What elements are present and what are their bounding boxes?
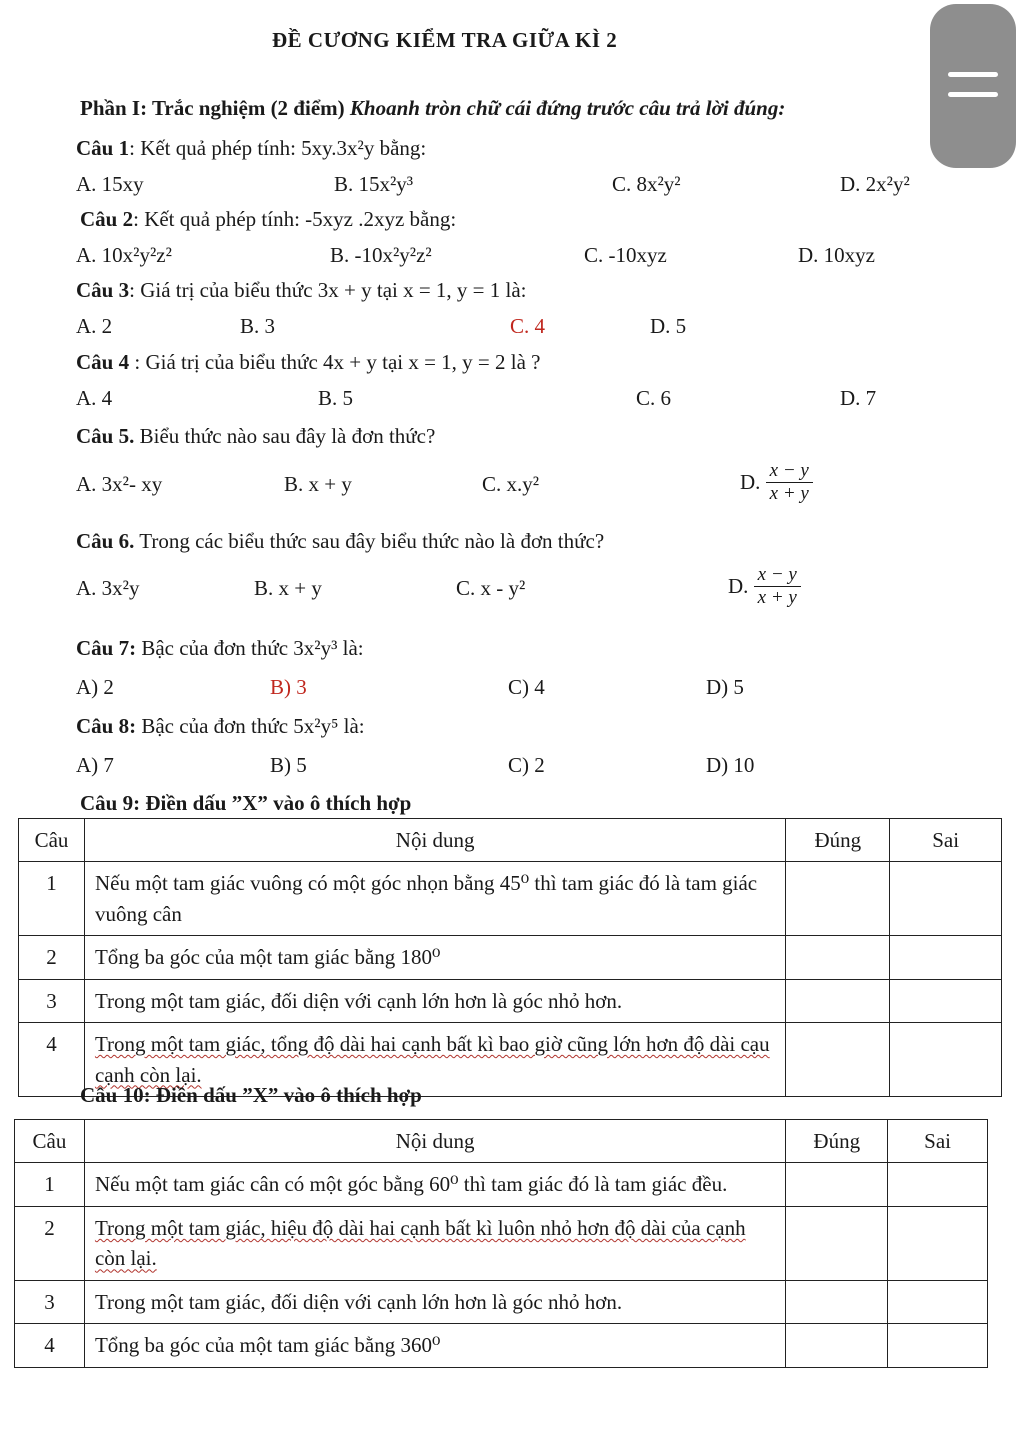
- q1-option-d[interactable]: D. 2x²y²: [840, 172, 910, 196]
- q6-option-c[interactable]: C. x - y²: [456, 576, 526, 600]
- question-1: [76, 138, 426, 159]
- q3-option-c[interactable]: C. 4: [510, 314, 546, 338]
- q1-option-c[interactable]: C. 8x²y²: [612, 172, 681, 196]
- question-text: : Kết quả phép tính: -5xyz .2xyz bằng:: [133, 207, 457, 231]
- table-row: [19, 862, 1002, 936]
- fraction: [766, 460, 813, 505]
- sai-checkbox-cell[interactable]: [890, 936, 1002, 979]
- q8-option-a[interactable]: A) 7: [76, 753, 114, 777]
- header-cau: Câu: [19, 819, 85, 862]
- question-6: [76, 531, 604, 552]
- page-title: ĐỀ CƯƠNG KIỂM TRA GIỮA KÌ 2: [272, 28, 618, 52]
- fraction-numerator: x − y: [754, 564, 801, 587]
- q3-option-d[interactable]: D. 5: [650, 314, 687, 338]
- question-text: Trong các biểu thức sau đây biểu thức nào là đơn thức?: [134, 529, 605, 553]
- question-label: Câu 5.: [76, 424, 135, 448]
- row-number: 4: [15, 1324, 85, 1367]
- q10-heading: Câu 10: Điền dấu ”X” vào ô thích hợp: [80, 1083, 422, 1107]
- q7-option-b[interactable]: B) 3: [270, 675, 307, 699]
- sai-checkbox-cell[interactable]: [888, 1206, 988, 1280]
- q6-option-a[interactable]: A. 3x²y: [76, 576, 140, 600]
- dung-checkbox-cell[interactable]: [786, 1324, 888, 1367]
- table-header-row: [19, 819, 1002, 862]
- q1-option-a[interactable]: A. 15xy: [76, 172, 144, 196]
- fraction-denominator: x + y: [757, 586, 797, 608]
- dung-checkbox-cell[interactable]: [786, 862, 890, 936]
- table-row: [15, 1324, 988, 1367]
- q4-option-b[interactable]: B. 5: [318, 386, 354, 410]
- table-row: [15, 1280, 988, 1323]
- row-content: Trong một tam giác, đối diện với cạnh lớn hơn là góc nhỏ hơn.: [84, 1280, 785, 1323]
- dung-checkbox-cell[interactable]: [786, 936, 890, 979]
- question-8: [76, 716, 365, 737]
- q6-option-d[interactable]: [728, 564, 801, 609]
- row-content: Tổng ba góc của một tam giác bằng 360⁰: [84, 1324, 785, 1367]
- q7-option-d[interactable]: D) 5: [706, 675, 744, 699]
- option-letter: D.: [740, 469, 761, 494]
- question-text: Bậc của đơn thức 3x²y³ là:: [136, 636, 364, 660]
- q3-option-a[interactable]: A. 2: [76, 314, 113, 338]
- table-header-row: [15, 1120, 988, 1163]
- row-content: Trong một tam giác, hiệu độ dài hai cạnh bất kì luôn nhỏ hơn độ dài của cạnh còn lại.: [84, 1206, 785, 1280]
- header-noi-dung: Nội dung: [84, 1120, 785, 1163]
- table-row: [19, 979, 1002, 1022]
- question-label: Câu 1: [76, 136, 130, 160]
- question-3: [76, 280, 527, 301]
- question-5: [76, 426, 435, 447]
- q10-table: [14, 1119, 988, 1368]
- question-label: Câu 6.: [76, 529, 135, 553]
- header-noi-dung: Nội dung: [84, 819, 785, 862]
- row-content: Nếu một tam giác vuông có một góc nhọn bằng 45⁰ thì tam giác đó là tam giác vuông cân: [84, 862, 785, 936]
- question-label: Câu 4: [76, 350, 130, 374]
- sai-checkbox-cell[interactable]: [890, 1023, 1002, 1097]
- dung-checkbox-cell[interactable]: [786, 979, 890, 1022]
- q5-option-b[interactable]: B. x + y: [284, 472, 352, 496]
- row-number: 1: [19, 862, 85, 936]
- q3-option-b[interactable]: B. 3: [240, 314, 276, 338]
- q8-option-d[interactable]: D) 10: [706, 753, 755, 777]
- header-dung: Đúng: [786, 819, 890, 862]
- row-content: Tổng ba góc của một tam giác bằng 180⁰: [84, 936, 785, 979]
- dung-checkbox-cell[interactable]: [786, 1206, 888, 1280]
- question-label: Câu 7:: [76, 636, 137, 660]
- dung-checkbox-cell[interactable]: [786, 1280, 888, 1323]
- q2-option-d[interactable]: D. 10xyz: [798, 243, 875, 267]
- table-row: [19, 936, 1002, 979]
- option-letter: D.: [728, 573, 749, 598]
- part1-heading-line: [80, 98, 785, 119]
- fraction-denominator: x + y: [769, 482, 809, 504]
- sai-checkbox-cell[interactable]: [888, 1324, 988, 1367]
- fraction: [754, 564, 801, 609]
- question-text: : Giá trị của biểu thức 4x + y tại x = 1, y = 2 là ?: [129, 350, 541, 374]
- question-label: Câu 2: [80, 207, 134, 231]
- q5-option-a[interactable]: A. 3x²- xy: [76, 472, 163, 496]
- q4-option-c[interactable]: C. 6: [636, 386, 672, 410]
- question-4: [76, 352, 541, 373]
- q4-option-d[interactable]: D. 7: [840, 386, 877, 410]
- q1-option-b[interactable]: B. 15x²y³: [334, 172, 414, 196]
- q8-option-c[interactable]: C) 2: [508, 753, 545, 777]
- dung-checkbox-cell[interactable]: [786, 1023, 890, 1097]
- question-label: Câu 8:: [76, 714, 137, 738]
- q9-table: [18, 818, 1002, 1097]
- question-text: Bậc của đơn thức 5x²y⁵ là:: [136, 714, 365, 738]
- q2-option-b[interactable]: B. -10x²y²z²: [330, 243, 432, 267]
- question-text: : Kết quả phép tính: 5xy.3x²y bằng:: [129, 136, 427, 160]
- q7-option-a[interactable]: A) 2: [76, 675, 114, 699]
- q8-option-b[interactable]: B) 5: [270, 753, 307, 777]
- header-cau: Câu: [15, 1120, 85, 1163]
- row-number: 3: [15, 1280, 85, 1323]
- question-2: [80, 209, 456, 230]
- table-row: [15, 1206, 988, 1280]
- header-sai: Sai: [888, 1120, 988, 1163]
- q6-option-b[interactable]: B. x + y: [254, 576, 322, 600]
- question-7: [76, 638, 364, 659]
- row-number: 4: [19, 1023, 85, 1097]
- row-content: Nếu một tam giác cân có một góc bằng 60⁰ thì tam giác đó là tam giác đều.: [84, 1163, 785, 1206]
- part1-heading: Phần I: Trắc nghiệm (2 điểm): [80, 96, 345, 120]
- question-label: Câu 3: [76, 278, 130, 302]
- header-dung: Đúng: [786, 1120, 888, 1163]
- row-number: 2: [19, 936, 85, 979]
- q4-option-a[interactable]: A. 4: [76, 386, 113, 410]
- sai-checkbox-cell[interactable]: [890, 979, 1002, 1022]
- question-text: Biểu thức nào sau đây là đơn thức?: [134, 424, 436, 448]
- row-number: 1: [15, 1163, 85, 1206]
- table-row: [15, 1163, 988, 1206]
- row-content: Trong một tam giác, tổng độ dài hai cạnh bất kì bao giờ cũng lớn hơn độ dài cạu cạnh còn lại.: [84, 1023, 785, 1097]
- part1-instruction: Khoanh tròn chữ cái đứng trước câu trả lời đúng:: [349, 96, 786, 120]
- fraction-numerator: x − y: [766, 460, 813, 483]
- q5-option-d[interactable]: [740, 460, 813, 505]
- question-text: : Giá trị của biểu thức 3x + y tại x = 1, y = 1 là:: [129, 278, 527, 302]
- sai-checkbox-cell[interactable]: [890, 862, 1002, 936]
- q2-option-a[interactable]: A. 10x²y²z²: [76, 243, 172, 267]
- header-sai: Sai: [890, 819, 1002, 862]
- q2-option-c[interactable]: C. -10xyz: [584, 243, 667, 267]
- row-number: 3: [19, 979, 85, 1022]
- q5-option-c[interactable]: C. x.y²: [482, 472, 540, 496]
- dung-checkbox-cell[interactable]: [786, 1163, 888, 1206]
- row-content: Trong một tam giác, đối diện với cạnh lớn hơn là góc nhỏ hơn.: [84, 979, 785, 1022]
- q9-heading: Câu 9: Điền dấu ”X” vào ô thích hợp: [80, 791, 412, 815]
- scroll-handle[interactable]: [930, 4, 1016, 168]
- sai-checkbox-cell[interactable]: [888, 1280, 988, 1323]
- sai-checkbox-cell[interactable]: [888, 1163, 988, 1206]
- q7-option-c[interactable]: C) 4: [508, 675, 545, 699]
- row-number: 2: [15, 1206, 85, 1280]
